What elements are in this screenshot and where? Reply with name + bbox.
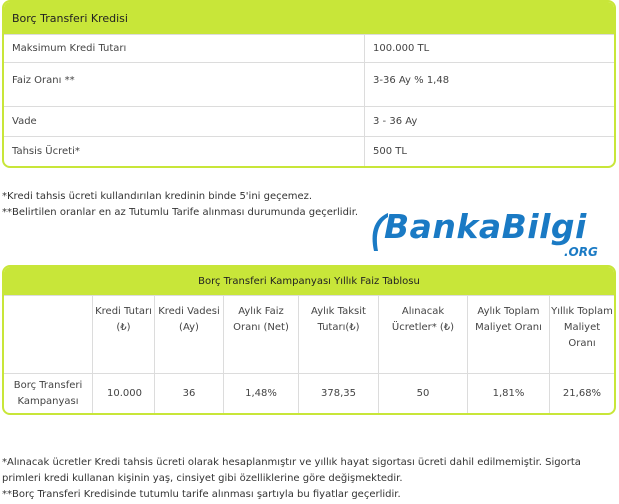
row-label: Vade [4, 107, 365, 136]
footnote: *Alınacak ücretler Kredi tahsis ücreti olarak hesaplanmıştır ve yıllık hayat sigortası ücreti dahil edilmemiştir. Sigorta primleri kredi kullanan kişinin yaş, cinsiyet gibi özelliklerine göre değişmektedir. [2, 457, 581, 484]
footnote: **Borç Transferi Kredisinde tutumlu tarife alınması şartıyla bu fiyatlar geçerlidir. [2, 489, 401, 500]
table-cell: Borç Transferi Kampanyası [4, 374, 93, 413]
table-cell: 21,68% [562, 387, 602, 399]
column-header [4, 296, 93, 373]
table-row [4, 106, 614, 136]
row-value: 3-36 Ay % 1,48 [373, 75, 450, 86]
footnote: **Belirtilen oranlar en az Tutumlu Tarife alınması durumunda geçerlidir. [2, 207, 359, 218]
logo-bilgi-text: Bilgi [501, 207, 587, 246]
table-row [4, 373, 614, 413]
table-row [4, 136, 614, 166]
logo-wordmark [384, 207, 587, 246]
logo-banka-text: Banka [384, 207, 502, 246]
table-row [4, 34, 614, 62]
row-value: 100.000 TL [373, 43, 430, 54]
column-header: Aylık Toplam Maliyet Oranı [468, 296, 550, 373]
table-header-row [4, 295, 614, 373]
footnotes-bottom [2, 455, 616, 503]
column-header: Aylık Taksit Tutarı(₺) [299, 296, 379, 373]
table-row [4, 62, 614, 106]
column-header: Aylık Faiz Oranı (Net) [224, 296, 299, 373]
loan-summary-table [2, 0, 616, 168]
interest-rate-table [2, 265, 616, 415]
column-header: Alınacak Ücretler* (₺) [379, 296, 468, 373]
table-cell: 378,35 [299, 374, 379, 413]
column-header: Kredi Tutarı (₺) [93, 296, 155, 373]
row-label: Maksimum Kredi Tutarı [4, 35, 365, 62]
interest-table-title: Borç Transferi Kampanyası Yıllık Faiz Tablosu [4, 267, 614, 295]
table-cell: 1,81% [468, 374, 550, 413]
row-value: 3 - 36 Ay [373, 116, 418, 127]
row-label: Faiz Oranı ** [4, 63, 365, 106]
bankabilgi-logo [368, 207, 613, 263]
column-header: Kredi Vadesi (Ay) [155, 296, 224, 373]
logo-org-text: .ORG [564, 245, 598, 259]
table-cell: 10.000 [93, 374, 155, 413]
row-value: 500 TL [373, 146, 407, 157]
table-cell: 1,48% [224, 374, 299, 413]
row-label: Tahsis Ücreti* [4, 137, 365, 166]
table-cell: 36 [155, 374, 224, 413]
column-header: Yıllık Toplam Maliyet Oranı [551, 306, 613, 349]
loan-summary-title: Borç Transferi Kredisi [4, 2, 614, 34]
footnote: *Kredi tahsis ücreti kullandırılan kredinin binde 5'ini geçemez. [2, 191, 313, 202]
table-cell: 50 [379, 374, 468, 413]
footnotes-top [2, 189, 358, 221]
